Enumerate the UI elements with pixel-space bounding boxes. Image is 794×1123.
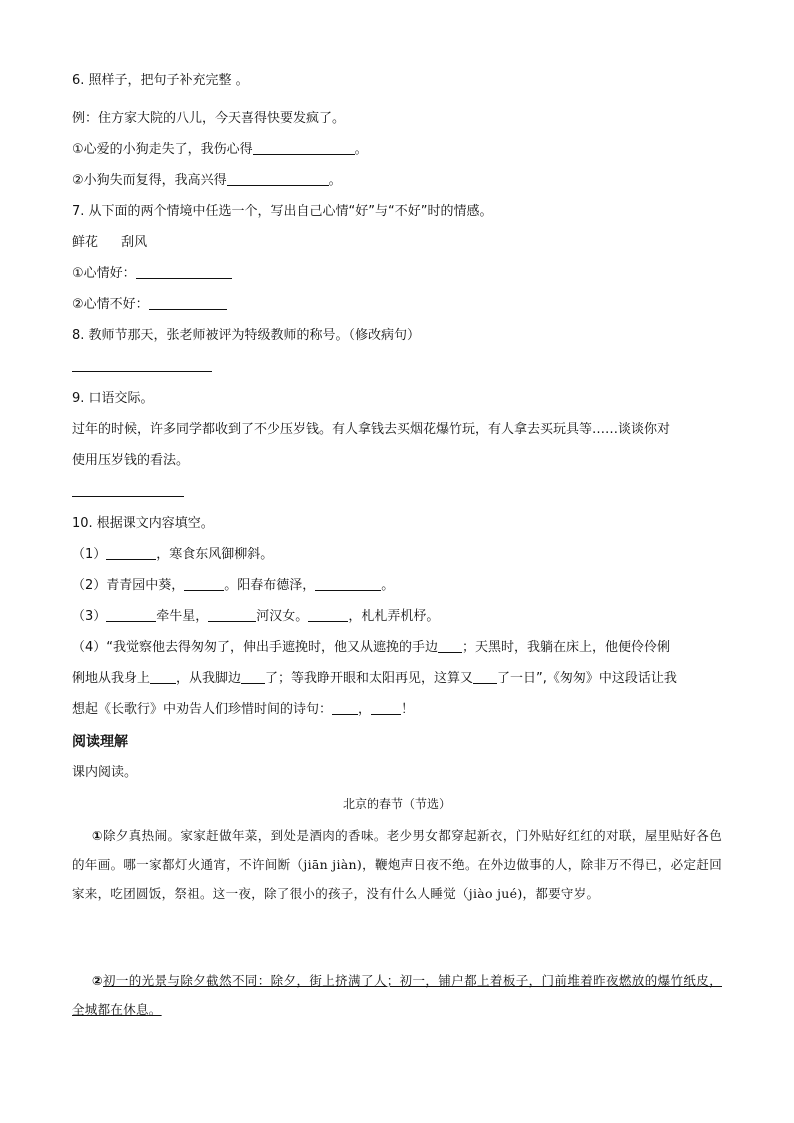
paragraph-text-underlined: 初一的光景与除夕截然不同：除夕，街上挤满了人；初一，铺户都上着板子，门前堆着昨夜燃放的爆竹纸皮，全城都在休息。 (72, 973, 722, 1017)
q10-item-2-text-b: 。阳春布德泽， (224, 578, 316, 593)
q10-item-3-text-a: 牵牛星， (156, 609, 209, 624)
q10-item-2 (72, 577, 394, 595)
q7-bad (72, 296, 227, 314)
answer-blank[interactable] (371, 701, 401, 715)
q10-item-2-text-a: （2）青青园中葵， (72, 578, 185, 593)
answer-blank[interactable] (72, 483, 184, 497)
q9-answer (72, 483, 184, 501)
q10-item-4-text-f: 了一日”,《匆匆》中这段话让我 (497, 671, 677, 686)
q10-item-1 (72, 546, 273, 564)
answer-blank[interactable] (184, 577, 224, 591)
q10-item-4-line-2 (72, 670, 677, 688)
q10-title: 10. 根据课文内容填空。 (72, 516, 214, 531)
q7-options: 鲜花 刮风 (72, 235, 148, 250)
answer-blank[interactable] (227, 172, 329, 186)
q6-example: 例：住方家大院的八儿，今天喜得快要发疯了。 (72, 111, 346, 126)
answer-blank[interactable] (208, 608, 256, 622)
answer-blank[interactable] (253, 141, 355, 155)
section-title: 阅读理解 (72, 734, 128, 750)
q8-title: 8. 教师节那天，张老师被评为特级教师的称号。（修改病句） (72, 328, 421, 343)
q6-title: 6. 照样子，把句子补充完整 。 (72, 73, 249, 88)
q10-item-4-text-c: 俐地从我身上 (72, 671, 151, 686)
q7-good (72, 265, 232, 283)
q10-item-3-text-b: 河汉女。 (256, 609, 309, 624)
q10-item-4-comma: ， (358, 702, 372, 717)
answer-blank[interactable] (106, 546, 156, 560)
q10-item-1-text: ，寒食东风御柳斜。 (156, 547, 274, 562)
answer-blank[interactable] (241, 670, 265, 684)
answer-blank[interactable] (150, 670, 176, 684)
q10-item-4-text-e: 了；等我睁开眼和太阳再见，这算又 (265, 671, 474, 686)
paragraph-text: 除夕真热闹。家家赶做年菜，到处是酒肉的香味。老少男女都穿起新衣，门外贴好红红的对联，屋里贴好各色的年画。哪一家都灯火通宵，不许间断（jiān jiàn)，鞭炮声日夜不绝。在外边做事的人，除非万不得已，必定赶回家来，吃团圆饭，祭祖。这一夜，除了很小的孩子，没有什么人睡觉（jiào jué)，都要守岁。 (72, 828, 722, 901)
answer-blank[interactable] (149, 296, 227, 310)
reading-intro: 课内阅读。 (72, 765, 138, 780)
passage-paragraph-2 (72, 966, 722, 1024)
q8-answer (72, 358, 212, 376)
q10-item-4-end: ！ (401, 702, 415, 717)
q6-item-2-end: 。 (328, 173, 342, 188)
q7-good-label: ①心情好： (72, 266, 136, 281)
answer-blank[interactable] (332, 701, 358, 715)
q10-item-1-num: （1） (72, 547, 107, 562)
q6-item-1 (72, 141, 368, 159)
q10-item-4-text-a: （4）“我觉察他去得匆匆了，伸出手遮挽时，他又从遮挽的手边 (72, 640, 439, 655)
q6-item-2 (72, 172, 342, 190)
q10-item-3 (72, 608, 439, 626)
q6-item-1-end: 。 (354, 142, 368, 157)
q7-bad-label: ②心情不好： (72, 297, 149, 312)
q7-title: 7. 从下面的两个情境中任选一个，写出自己心情“好”与“不好”时的情感。 (72, 204, 493, 219)
q10-item-2-end: 。 (381, 578, 395, 593)
q6-item-1-text: ①心爱的小狗走失了，我伤心得 (72, 142, 253, 157)
q10-item-3-text-c: ，札札弄机杼。 (348, 609, 440, 624)
passage-paragraph-1 (72, 821, 722, 908)
q10-item-4-text-b: ；天黑时，我躺在床上，他便伶伶俐 (462, 640, 671, 655)
q10-item-3-num: （3） (72, 609, 107, 624)
answer-blank[interactable] (308, 608, 348, 622)
q10-item-4-text-g: 想起《长歌行》中劝告人们珍惜时间的诗句： (72, 702, 333, 717)
paragraph-number: ② (92, 973, 103, 988)
passage-title: 北京的春节（节选） (342, 797, 451, 811)
q10-item-4-text-d: ，从我脚边 (176, 671, 242, 686)
answer-blank[interactable] (438, 639, 462, 653)
answer-blank[interactable] (106, 608, 156, 622)
q6-item-2-text: ②小狗失而复得，我高兴得 (72, 173, 227, 188)
answer-blank[interactable] (72, 358, 212, 372)
paragraph-number: ① (92, 828, 103, 843)
answer-blank[interactable] (136, 265, 232, 279)
q9-text-line-2: 使用压岁钱的看法。 (72, 453, 190, 468)
answer-blank[interactable] (315, 577, 381, 591)
q9-text-line-1: 过年的时候，许多同学都收到了不少压岁钱。有人拿钱去买烟花爆竹玩，有人拿去买玩具等……谈谈你对 (72, 422, 671, 437)
q9-title: 9. 口语交际。 (72, 391, 154, 406)
answer-blank[interactable] (473, 670, 497, 684)
q10-item-4-line-3 (72, 701, 414, 719)
q10-item-4-line-1 (72, 639, 670, 657)
